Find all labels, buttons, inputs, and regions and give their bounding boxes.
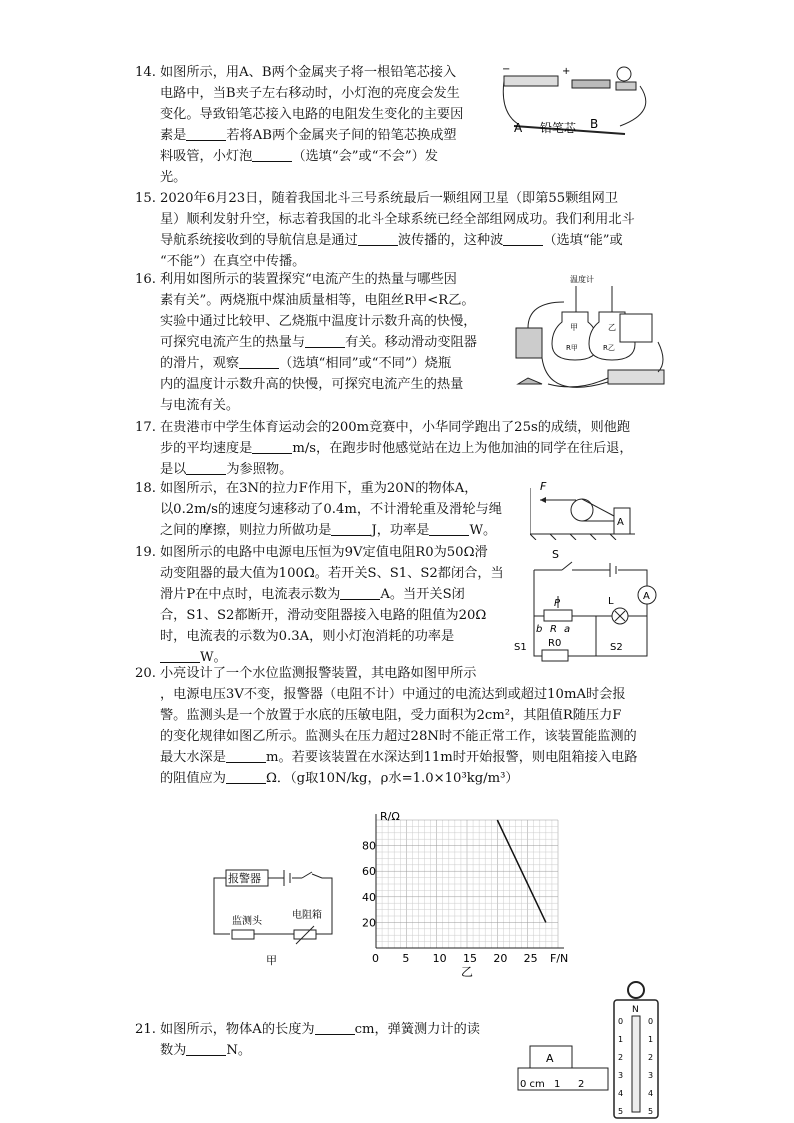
- y-tick-label: 20: [362, 916, 376, 930]
- svg-text:S1: S1: [514, 642, 527, 653]
- text-segment: 的滑片，观察: [160, 356, 240, 371]
- text-segment: 是以: [160, 462, 187, 477]
- svg-text:甲: 甲: [570, 323, 578, 332]
- figure-caption: 乙: [461, 965, 474, 978]
- rheostat-icon: [608, 370, 664, 384]
- figure-19-circuit: [512, 546, 662, 670]
- text-segment: W。: [469, 523, 497, 538]
- scale-label: 2: [648, 1053, 654, 1062]
- text-line: 在贵港市中学生体育运动会的200m竞赛中，小华同学跑出了25s的成绩，则他跑: [160, 420, 631, 435]
- svg-text:A: A: [514, 121, 523, 135]
- text-segment: m。若要该装置在水深达到11m时开始报警，则电阻箱接入电路: [265, 750, 638, 765]
- text-segment: 为参照物。: [226, 462, 293, 477]
- text-line: [160, 459, 633, 480]
- text-line: 如图所示，在3N的拉力F作用下，重为20N的物体A，: [160, 481, 478, 496]
- text-segment: 滑片P在中点时，电流表示数为: [160, 587, 341, 602]
- figure-21-spring-scale: [606, 980, 666, 1120]
- answer-blank[interactable]: [186, 460, 226, 475]
- answer-blank[interactable]: [252, 439, 292, 454]
- text-segment: A。当开关S闭: [380, 587, 465, 602]
- answer-blank[interactable]: [503, 231, 543, 246]
- text-segment: 波传播的，这种波: [397, 233, 504, 248]
- x-tick-label: 15: [463, 952, 477, 965]
- figure-14-circuit: [500, 62, 660, 144]
- svg-text:A: A: [643, 591, 650, 602]
- scale-label: 0: [618, 1017, 624, 1026]
- svg-text:报警器: 报警器: [228, 872, 261, 885]
- svg-text:R甲: R甲: [566, 344, 578, 352]
- svg-text:−: −: [502, 64, 511, 75]
- text-line: [160, 146, 463, 167]
- answer-blank[interactable]: [331, 521, 371, 536]
- switch-icon: [518, 378, 542, 384]
- text-segment: 若将AB两个金属夹子间的铅笔芯换成塑: [226, 128, 457, 143]
- text-segment: 料吸管，小灯泡: [160, 149, 253, 164]
- scale-label: 2: [618, 1053, 624, 1062]
- answer-blank[interactable]: [226, 769, 266, 784]
- resistor-r0: [542, 650, 568, 661]
- text-line: [160, 353, 477, 374]
- svg-text:R: R: [550, 624, 557, 635]
- scale-label: 5: [648, 1107, 654, 1116]
- svg-text:R乙: R乙: [603, 344, 615, 352]
- text-line: 实验中通过比较甲、乙烧瓶中温度计示数升高的快慢，: [160, 314, 477, 329]
- figure-16-apparatus: [508, 272, 678, 407]
- text-segment: Ω．（g取10N/kg，ρ水=1.0×10³kg/m³）: [265, 771, 519, 786]
- answer-blank[interactable]: [226, 748, 266, 763]
- text-segment: m/s，在跑步时他感觉站在边上为他加油的同学在往后退，: [292, 441, 633, 456]
- scale-label: 1: [648, 1035, 654, 1044]
- x-tick-label: 20: [493, 952, 508, 965]
- svg-text:P: P: [554, 598, 561, 609]
- answer-blank[interactable]: [358, 231, 398, 246]
- x-tick-label: 0: [372, 952, 379, 965]
- text-line: 素有关”。两烧瓶中煤油质量相等，电阻丝R甲<R乙。: [160, 293, 475, 308]
- text-segment: 最大水深是: [160, 750, 226, 765]
- text-segment: （选填“能”或: [543, 233, 623, 248]
- question-number: 15.: [135, 191, 156, 206]
- text-segment: N。: [226, 1043, 252, 1058]
- svg-text:+: +: [562, 66, 571, 77]
- x-tick-label: 25: [523, 952, 538, 965]
- scale-label: 3: [648, 1071, 654, 1080]
- text-line: [160, 768, 637, 789]
- x-tick-label: 5: [402, 952, 410, 965]
- y-tick-label: 40: [362, 890, 376, 904]
- svg-text:电阻箱: 电阻箱: [292, 910, 322, 921]
- question-number: 16.: [135, 272, 156, 287]
- answer-blank[interactable]: [186, 126, 226, 141]
- svg-text:L: L: [608, 596, 614, 607]
- figure-20-graph: [362, 808, 577, 978]
- answer-blank[interactable]: [429, 521, 469, 536]
- text-line: [160, 438, 633, 459]
- text-line: [160, 332, 477, 353]
- answer-blank[interactable]: [160, 648, 200, 663]
- scale-label: 5: [618, 1107, 624, 1116]
- svg-text:S: S: [552, 548, 559, 561]
- text-segment: W。: [200, 650, 227, 665]
- x-axis-label: F/N: [550, 952, 569, 965]
- scale-label: 4: [618, 1089, 624, 1098]
- question-number: 18.: [135, 481, 156, 496]
- svg-text:F: F: [540, 480, 547, 493]
- text-line: [160, 1040, 480, 1061]
- text-line: 小亮设计了一个水位监测报警装置，其电路如图甲所示: [160, 666, 477, 681]
- svg-text:N: N: [632, 1005, 639, 1015]
- svg-text:R0: R0: [548, 638, 562, 649]
- text-line: [160, 125, 463, 146]
- y-tick-label: 60: [362, 865, 376, 879]
- text-segment: 步的平均速度是: [160, 441, 253, 456]
- text-line: 如图所示的电路中电源电压恒为9V定值电阻R0为50Ω滑: [160, 545, 488, 560]
- scale-label: 0: [648, 1017, 654, 1026]
- scale-label: 3: [618, 1071, 624, 1080]
- answer-blank[interactable]: [252, 147, 292, 162]
- answer-blank[interactable]: [186, 1041, 226, 1056]
- y-axis-label: R/Ω: [380, 810, 400, 823]
- text-line: [160, 520, 502, 541]
- text-line: [160, 584, 504, 605]
- battery-icon: [516, 328, 542, 358]
- text-segment: 之间的摩擦，则拉力所做功是: [160, 523, 332, 538]
- figure-20-circuit: [208, 858, 338, 970]
- text-line: ，电源电压3V不变，报警器（电阻不计）中通过的电流达到或超过10mA时会报: [160, 687, 626, 702]
- text-line: 2020年6月23日，随着我国北斗三号系统最后一颗组网卫星（即第55颗组网卫: [160, 191, 618, 206]
- answer-blank[interactable]: [315, 1020, 355, 1035]
- svg-text:B: B: [590, 117, 599, 131]
- text-segment: （选填“会”或“不会”）发: [292, 149, 438, 164]
- question-number: 17.: [135, 420, 156, 435]
- figure-18-pulley: [530, 478, 635, 540]
- text-segment: （选填“相同”或“不同”）烧瓶: [279, 356, 452, 371]
- svg-text:1: 1: [554, 1079, 561, 1090]
- question-number: 21.: [135, 1022, 156, 1037]
- svg-text:0 cm: 0 cm: [520, 1079, 545, 1090]
- text-segment: cm，弹簧测力计的读: [354, 1022, 480, 1037]
- answer-blank[interactable]: [340, 585, 380, 600]
- question-number: 19.: [135, 545, 156, 560]
- text-segment: 有关。移动滑动变阻器: [345, 335, 477, 350]
- svg-text:铅笔芯: 铅笔芯: [540, 121, 577, 135]
- text-line: 如图所示，用A、B两个金属夹子将一根铅笔芯接入: [160, 65, 457, 80]
- text-segment: 可探究电流产生的热量与: [160, 335, 306, 350]
- text-line: 警。监测头是一个放置于水底的压敏电阻，受力面积为2cm²，其阻值R随压力F: [160, 708, 622, 723]
- text-line: 变化。导致铅笔芯接入电路的电阻发生变化的主要因: [160, 107, 464, 122]
- scale-label: 4: [648, 1089, 654, 1098]
- text-line: [160, 747, 637, 768]
- rheostat-icon: [544, 610, 572, 621]
- text-line: 与电流有关。: [160, 398, 240, 413]
- text-line: 星）顺利发射升空，标志着我国的北斗全球系统已经全部组网成功。我们利用北斗: [160, 212, 635, 227]
- text-line: 内的温度计示数升高的快慢，可探究电流产生的热量: [160, 377, 464, 392]
- svg-text:温度计: 温度计: [570, 275, 594, 284]
- svg-text:b: b: [536, 624, 543, 635]
- pulley-icon: [571, 499, 593, 521]
- text-line: [160, 230, 635, 251]
- text-line: 动变阻器的最大值为100Ω。若开关S、S1、S2都闭合，当: [160, 566, 504, 581]
- ammeter-icon: [620, 314, 652, 342]
- scale-label: 1: [618, 1035, 624, 1044]
- answer-blank[interactable]: [239, 354, 279, 369]
- text-line: 合，S1、S2都断开，滑动变阻器接入电路的阻值为20Ω: [160, 608, 487, 623]
- svg-text:甲: 甲: [266, 954, 277, 967]
- text-line: 时，电流表的示数为0.3A，则小灯泡消耗的功率是: [160, 629, 455, 644]
- svg-text:A: A: [546, 1052, 554, 1065]
- bulb-icon: [617, 67, 631, 81]
- figure-21-ruler: [516, 1040, 612, 1096]
- y-tick-label: 80: [362, 839, 376, 853]
- text-segment: 的阻值应为: [160, 771, 226, 786]
- text-segment: 导航系统接收到的导航信息是通过: [160, 233, 358, 248]
- x-tick-label: 10: [432, 952, 447, 965]
- svg-text:a: a: [564, 624, 571, 635]
- text-line: 以0.2m/s的速度匀速移动了0.4m，不计滑轮重及滑轮与绳: [160, 502, 502, 517]
- svg-text:乙: 乙: [608, 323, 616, 332]
- text-segment: 数为: [160, 1043, 187, 1058]
- svg-text:S2: S2: [610, 642, 623, 653]
- text-line: [160, 1019, 480, 1040]
- svg-text:A: A: [617, 517, 624, 528]
- svg-text:2: 2: [578, 1079, 585, 1090]
- switch-icon: [572, 80, 610, 88]
- svg-text:监测头: 监测头: [232, 916, 262, 927]
- question-number: 14.: [135, 65, 156, 80]
- text-line: 的变化规律如图乙所示。监测头在压力超过28N时不能正常工作，该装置能监测的: [160, 729, 637, 744]
- text-segment: J，功率是: [371, 523, 430, 538]
- answer-blank[interactable]: [305, 333, 345, 348]
- text-segment: 素是: [160, 128, 187, 143]
- question-number: 20.: [135, 666, 156, 681]
- text-line: 电路中，当B夹子左右移动时，小灯泡的亮度会发生: [160, 86, 460, 101]
- text-line: 利用如图所示的装置探究“电流产生的热量与哪些因: [160, 272, 457, 287]
- text-line: 光。: [160, 170, 187, 185]
- battery-icon: [504, 76, 558, 86]
- text-line: “不能”）在真空中传播。: [160, 254, 306, 269]
- text-segment: 如图所示，物体A的长度为: [160, 1022, 315, 1037]
